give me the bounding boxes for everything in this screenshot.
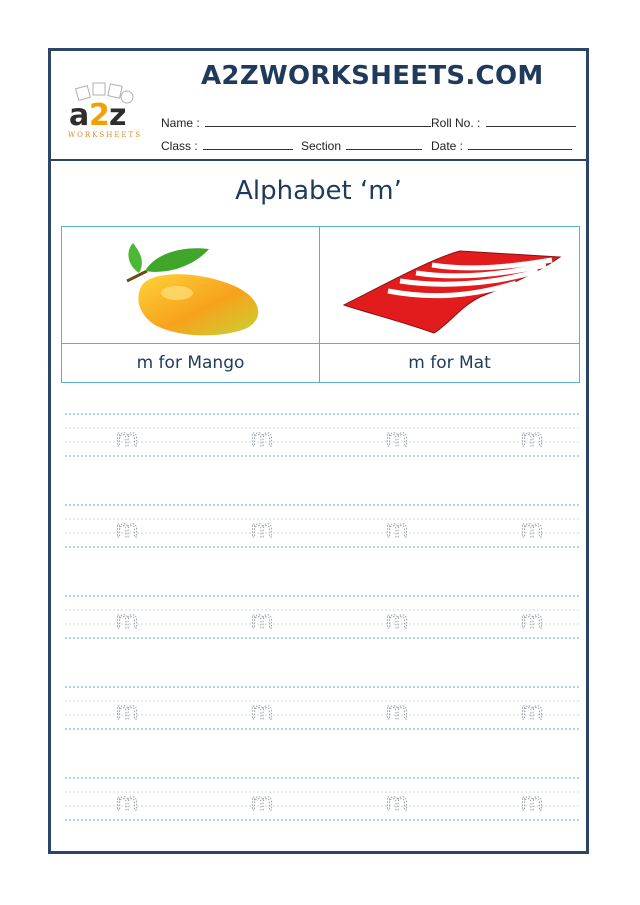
trace-row — [65, 778, 579, 820]
svg-text:2: 2 — [89, 98, 110, 133]
trace-letter: m — [520, 606, 544, 634]
site-title: A2ZWORKSHEETS.COM — [201, 61, 544, 91]
trace-row — [65, 505, 579, 547]
trace-letter: m — [385, 697, 409, 725]
section-field — [301, 138, 422, 153]
trace-letter: m — [115, 606, 139, 634]
trace-letter: m — [250, 697, 274, 725]
mat-icon — [340, 247, 564, 342]
trace-letter: m — [385, 424, 409, 452]
trace-letter: m — [250, 788, 274, 816]
caption-mango: m for Mango — [136, 353, 245, 373]
caption-mat: m for Mat — [408, 353, 491, 373]
class-label: Class : — [161, 139, 198, 153]
trace-letter: m — [520, 697, 544, 725]
name-label: Name : — [161, 116, 200, 130]
class-blank[interactable] — [203, 138, 293, 150]
trace-practice-area[interactable] — [65, 406, 579, 846]
date-field — [431, 138, 572, 153]
section-label: Section — [301, 139, 342, 153]
logo-subtext: WORKSHEETS — [67, 131, 143, 139]
trace-letter: m — [115, 697, 139, 725]
trace-letter: m — [250, 515, 274, 543]
trace-letter: m — [520, 424, 544, 452]
trace-row — [65, 414, 579, 456]
mango-icon — [117, 241, 267, 346]
roll-label: Roll No. : — [431, 116, 481, 130]
date-label: Date : — [431, 139, 464, 153]
date-blank[interactable] — [468, 138, 572, 150]
worksheet-header — [51, 51, 586, 161]
name-blank[interactable] — [205, 115, 431, 127]
trace-letter: m — [250, 424, 274, 452]
trace-letter: m — [520, 515, 544, 543]
a2z-logo — [63, 81, 147, 141]
worksheet-title: Alphabet ‘m’ — [235, 176, 402, 206]
section-blank[interactable] — [346, 138, 422, 150]
trace-row — [65, 687, 579, 729]
trace-row — [65, 596, 579, 638]
name-field — [161, 115, 431, 130]
worksheet-page — [48, 48, 589, 854]
trace-letter: m — [115, 788, 139, 816]
trace-letter: m — [385, 515, 409, 543]
svg-text:a: a — [69, 98, 90, 133]
trace-letter: m — [115, 515, 139, 543]
trace-letter: m — [115, 424, 139, 452]
trace-letter: m — [520, 788, 544, 816]
roll-blank[interactable] — [486, 115, 576, 127]
class-field — [161, 138, 293, 153]
trace-letter: m — [385, 606, 409, 634]
trace-letter: m — [250, 606, 274, 634]
picture-grid — [61, 226, 580, 383]
svg-text:z: z — [109, 98, 127, 133]
roll-field — [431, 115, 576, 130]
trace-letter: m — [385, 788, 409, 816]
